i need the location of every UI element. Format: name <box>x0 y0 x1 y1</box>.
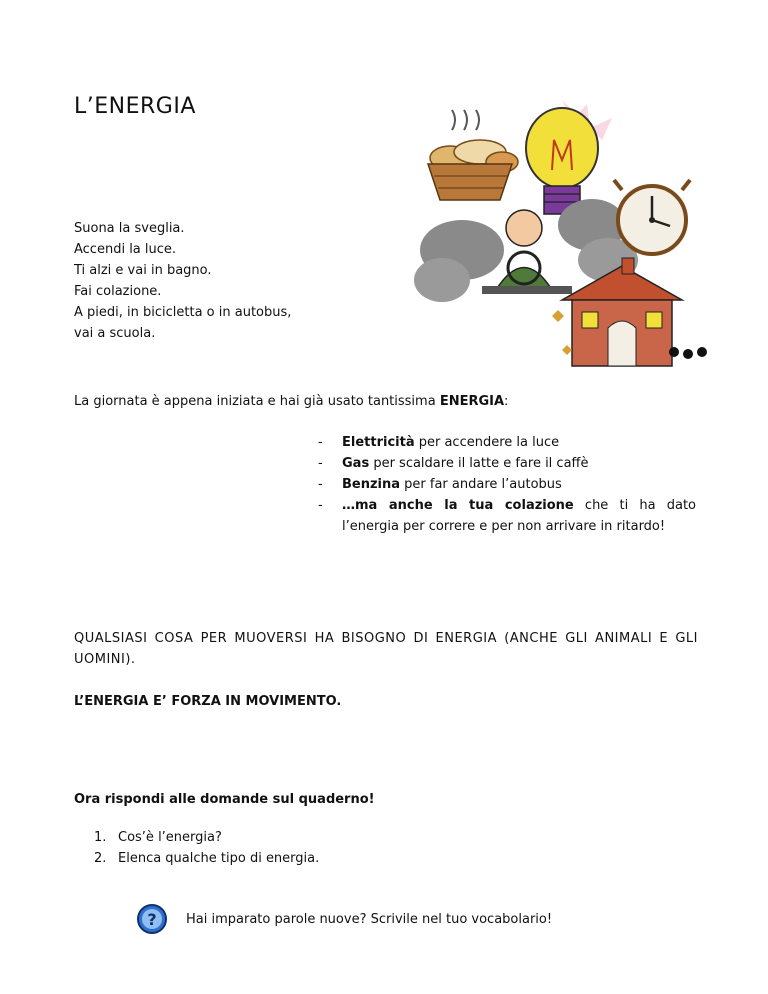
energy-uses-list <box>318 432 696 537</box>
list-item <box>318 453 696 474</box>
energy-illustration <box>412 100 712 370</box>
list-item <box>94 848 319 869</box>
bullet-dash: - <box>318 498 323 513</box>
intro-line: Ti alzi e vai in bagno. <box>74 263 212 278</box>
list-item <box>318 474 696 495</box>
intro-line: vai a scuola. <box>74 326 156 341</box>
statement-paragraph: QUALSIASI COSA PER MUOVERSI HA BISOGNO DI ENERGIA (ANCHE GLI ANIMALI E GLI UOMINI). <box>74 631 698 667</box>
intro-line: Suona la sveglia. <box>74 221 185 236</box>
question-number: 2. <box>94 851 107 866</box>
svg-text:?: ? <box>147 910 157 929</box>
question-list <box>94 827 319 869</box>
bullet-text: per accendere la luce <box>414 435 560 450</box>
bullet-keyword: Elettricità <box>342 435 415 450</box>
bullet-text: per far andare l’autobus <box>400 477 562 492</box>
bullet-dash: - <box>318 456 323 471</box>
lead-sentence <box>74 394 508 409</box>
lead-text: La giornata è appena iniziata e hai già usato tantissima <box>74 394 440 409</box>
question-number: 1. <box>94 830 107 845</box>
alarm-clock-icon <box>614 180 690 254</box>
exercise-prompt: Ora rispondi alle domande sul quaderno! <box>74 792 375 807</box>
lead-colon: : <box>504 394 509 409</box>
tip-text: Hai imparato parole nuove? Scrivile nel tuo vocabolario! <box>186 911 553 927</box>
bullet-dash: - <box>318 435 323 450</box>
bullet-keyword: Benzina <box>342 477 401 492</box>
bread-basket-icon <box>428 110 518 200</box>
bullet-text: che ti ha dato l’energia per correre e per non arrivare in ritardo! <box>342 498 696 534</box>
list-item <box>318 432 696 453</box>
list-item <box>318 495 696 537</box>
bullet-keyword: …ma anche la tua colazione <box>342 498 574 513</box>
light-bulb-icon <box>526 100 612 214</box>
list-item <box>94 827 319 848</box>
bullet-dash: - <box>318 477 323 492</box>
school-house-icon <box>552 258 707 366</box>
intro-line: A piedi, in bicicletta o in autobus, <box>74 305 292 320</box>
intro-line: Accendi la luce. <box>74 242 177 257</box>
question-icon <box>136 903 168 935</box>
page-title: L’ENERGIA <box>74 94 196 119</box>
lead-keyword: ENERGIA <box>439 394 505 409</box>
intro-paragraph <box>74 218 291 344</box>
question-text: Cos’è l’energia? <box>118 830 222 845</box>
motto-heading: L’ENERGIA E’ FORZA IN MOVIMENTO. <box>74 694 342 709</box>
bullet-keyword: Gas <box>342 456 370 471</box>
intro-line: Fai colazione. <box>74 284 162 299</box>
question-text: Elenca qualche tipo di energia. <box>118 851 320 866</box>
bullet-text: per scaldare il latte e fare il caffè <box>369 456 589 471</box>
vocabulary-tip <box>136 903 552 935</box>
